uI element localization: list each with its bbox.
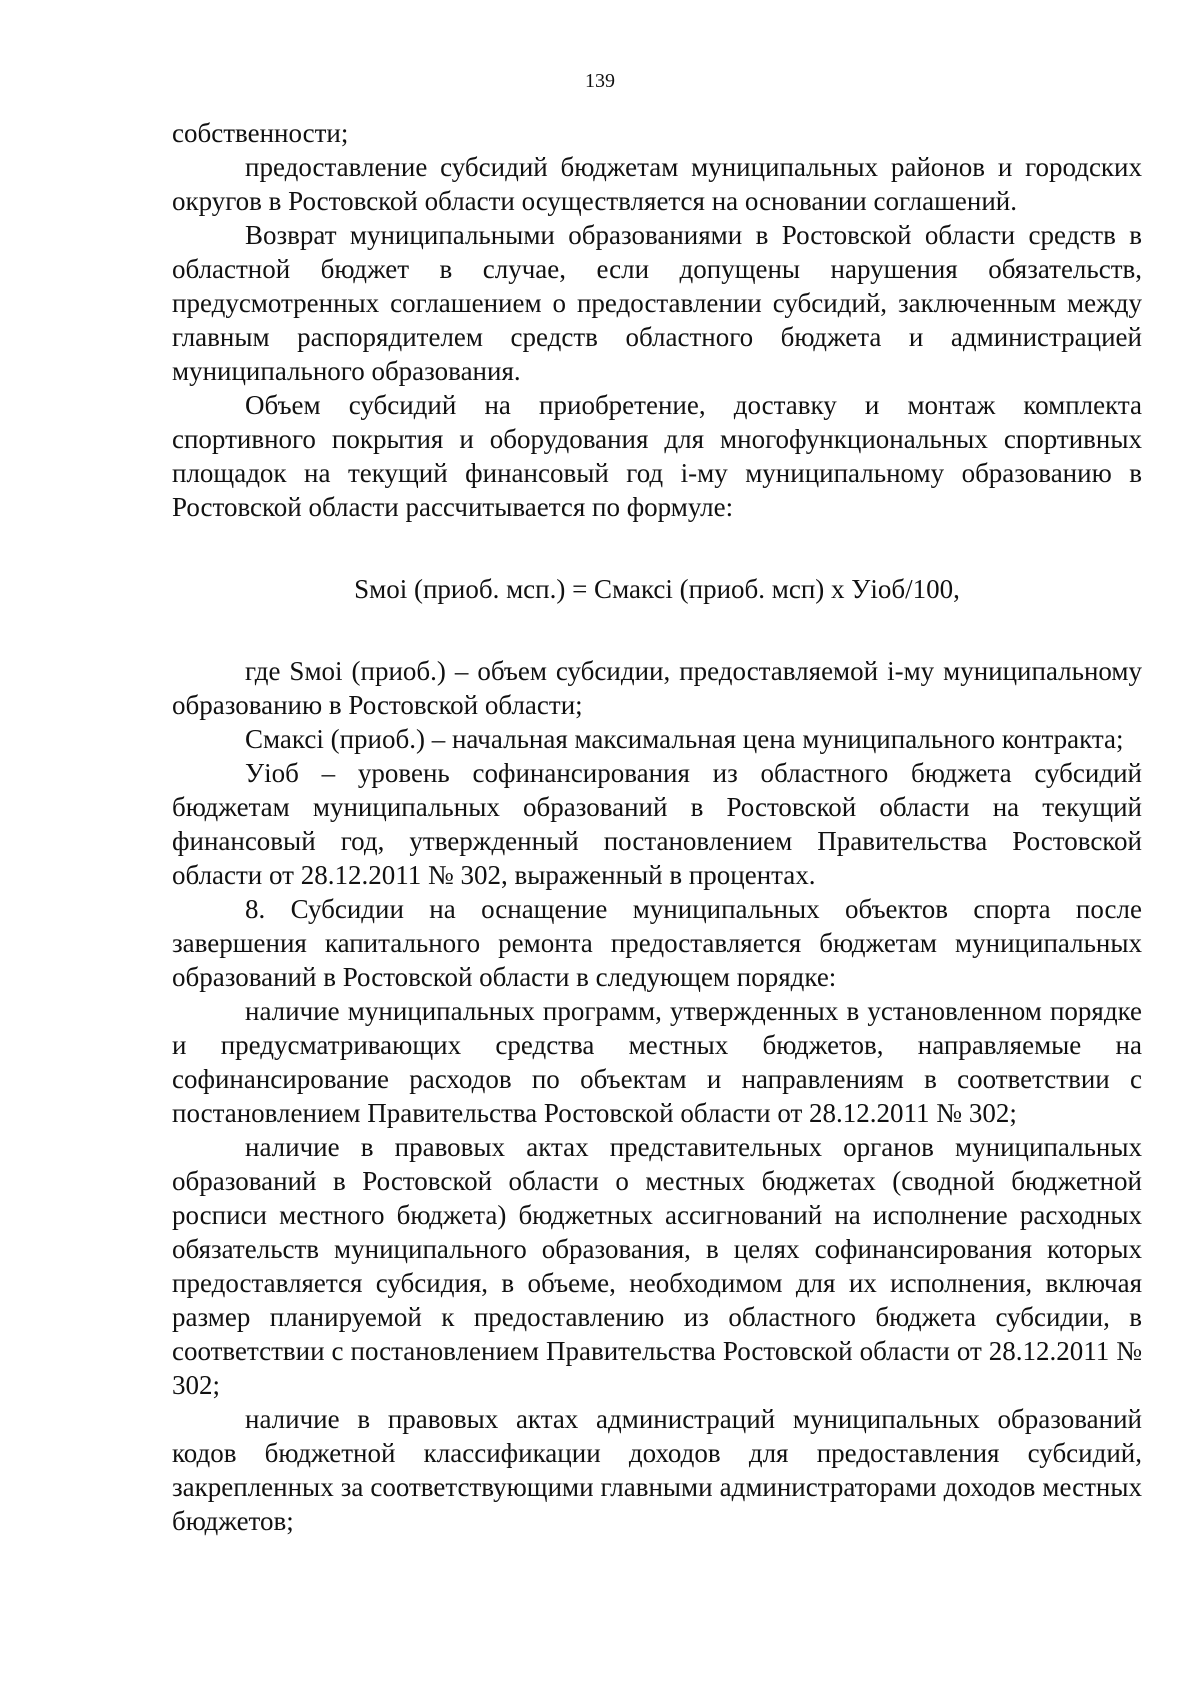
paragraph-item-8: 8. Субсидии на оснащение муниципальных объектов спорта после завершения капитального ремонта предоставляется бюджетам муниципальных образований в Ростовской области в следующем порядке: — [172, 894, 1142, 992]
paragraph-municipal-programs: наличие муниципальных программ, утвержденных в установленном порядке и предусматривающих средства местных бюджетов, направляемые на софинансирование расходов по объектам и направлениям в соответствии с постановлением Правительства Ростовской области от 28.12.2011 № 302; — [172, 996, 1142, 1128]
page-number: 139 — [585, 70, 615, 92]
paragraph-uiob: Уioб – уровень софинансирования из областного бюджета субсидий бюджетам муниципальных образований в Ростовской области на текущий финансовый год, утвержденный постановлением Правительства Ростовской области от 28.12.2011 № 302, выраженный в процентах. — [172, 758, 1142, 890]
paragraph-refund: Возврат муниципальными образованиями в Ростовской области средств в областной бюджет в случае, если допущены нарушения обязательств, предусмотренных соглашением о предоставлении субсидий, заключенным между главным распорядителем средств областного бюджета и администрацией муниципального образования. — [172, 220, 1142, 386]
formula: Sмоi (приоб. мсп.) = Смаксi (приоб. мсп) х Уioб/100, — [354, 574, 960, 604]
paragraph-legal-acts-administrations: наличие в правовых актах администраций муниципальных образований кодов бюджетной классификации доходов для предоставления субсидий, закрепленных за соответствующими главными администраторами доходов местных бюджетов; — [172, 1404, 1142, 1536]
paragraph-where-smoi: где Sмоi (приоб.) – объем субсидии, предоставляемой i-му муниципальному образованию в Ростовской области; — [172, 656, 1142, 720]
paragraph-smaxi: Смаксi (приоб.) – начальная максимальная цена муниципального контракта; — [245, 724, 1124, 754]
document-body — [172, 116, 1142, 1538]
paragraph-subsidy-volume: Объем субсидий на приобретение, доставку и монтаж комплекта спортивного покрытия и оборудования для многофункциональных спортивных площадок на текущий финансовый год i-му муниципальному образованию в Ростовской области рассчитывается по формуле: — [172, 390, 1142, 522]
paragraph-legal-acts-representative: наличие в правовых актах представительных органов муниципальных образований в Ростовской области о местных бюджетах (сводной бюджетной росписи местного бюджета) бюджетных ассигнований на исполнение расходных обязательств муниципального образования, в целях софинансирования которых предоставляется субсидия, в объеме, необходимом для их исполнения, включая размер планируемой к предоставлению из областного бюджета субсидии, в соответствии с постановлением Правительства Ростовской области от 28.12.2011 № 302; — [172, 1132, 1142, 1400]
paragraph-continuation: собственности; — [172, 118, 349, 148]
paragraph-agreements: предоставление субсидий бюджетам муниципальных районов и городских округов в Ростовской области осуществляется на основании соглашений. — [172, 152, 1142, 216]
